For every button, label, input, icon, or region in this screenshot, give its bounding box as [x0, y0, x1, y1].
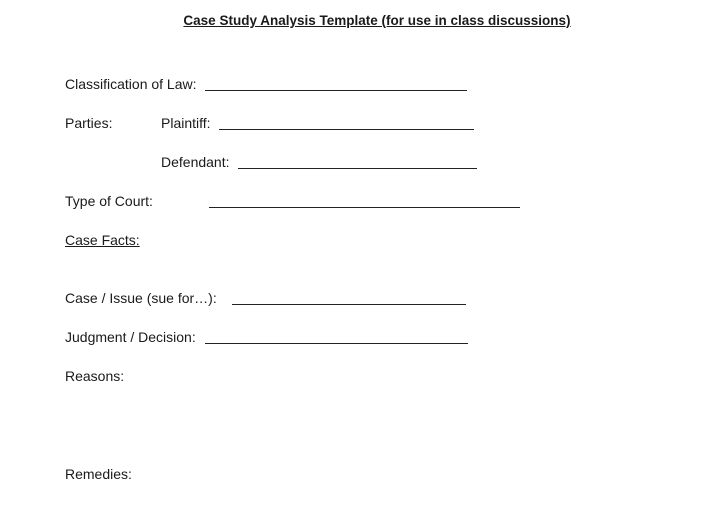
remedies-label: Remedies:: [65, 466, 132, 482]
classification-of-law-blank[interactable]: [205, 90, 467, 91]
plaintiff-label: Plaintiff:: [161, 115, 211, 131]
judgment-decision-blank[interactable]: [205, 343, 468, 344]
case-issue-label: Case / Issue (sue for…):: [65, 290, 217, 306]
case-issue-blank[interactable]: [232, 304, 466, 305]
judgment-decision-label: Judgment / Decision:: [65, 329, 196, 345]
defendant-blank[interactable]: [238, 168, 477, 169]
type-of-court-label: Type of Court:: [65, 193, 153, 209]
parties-label: Parties:: [65, 115, 113, 131]
document-title: Case Study Analysis Template (for use in class discussions): [183, 13, 571, 28]
case-facts-heading: Case Facts:: [65, 232, 140, 248]
plaintiff-blank[interactable]: [219, 129, 474, 130]
classification-of-law-label: Classification of Law:: [65, 76, 197, 92]
type-of-court-blank[interactable]: [209, 207, 520, 208]
defendant-label: Defendant:: [161, 154, 230, 170]
reasons-label: Reasons:: [65, 368, 125, 384]
